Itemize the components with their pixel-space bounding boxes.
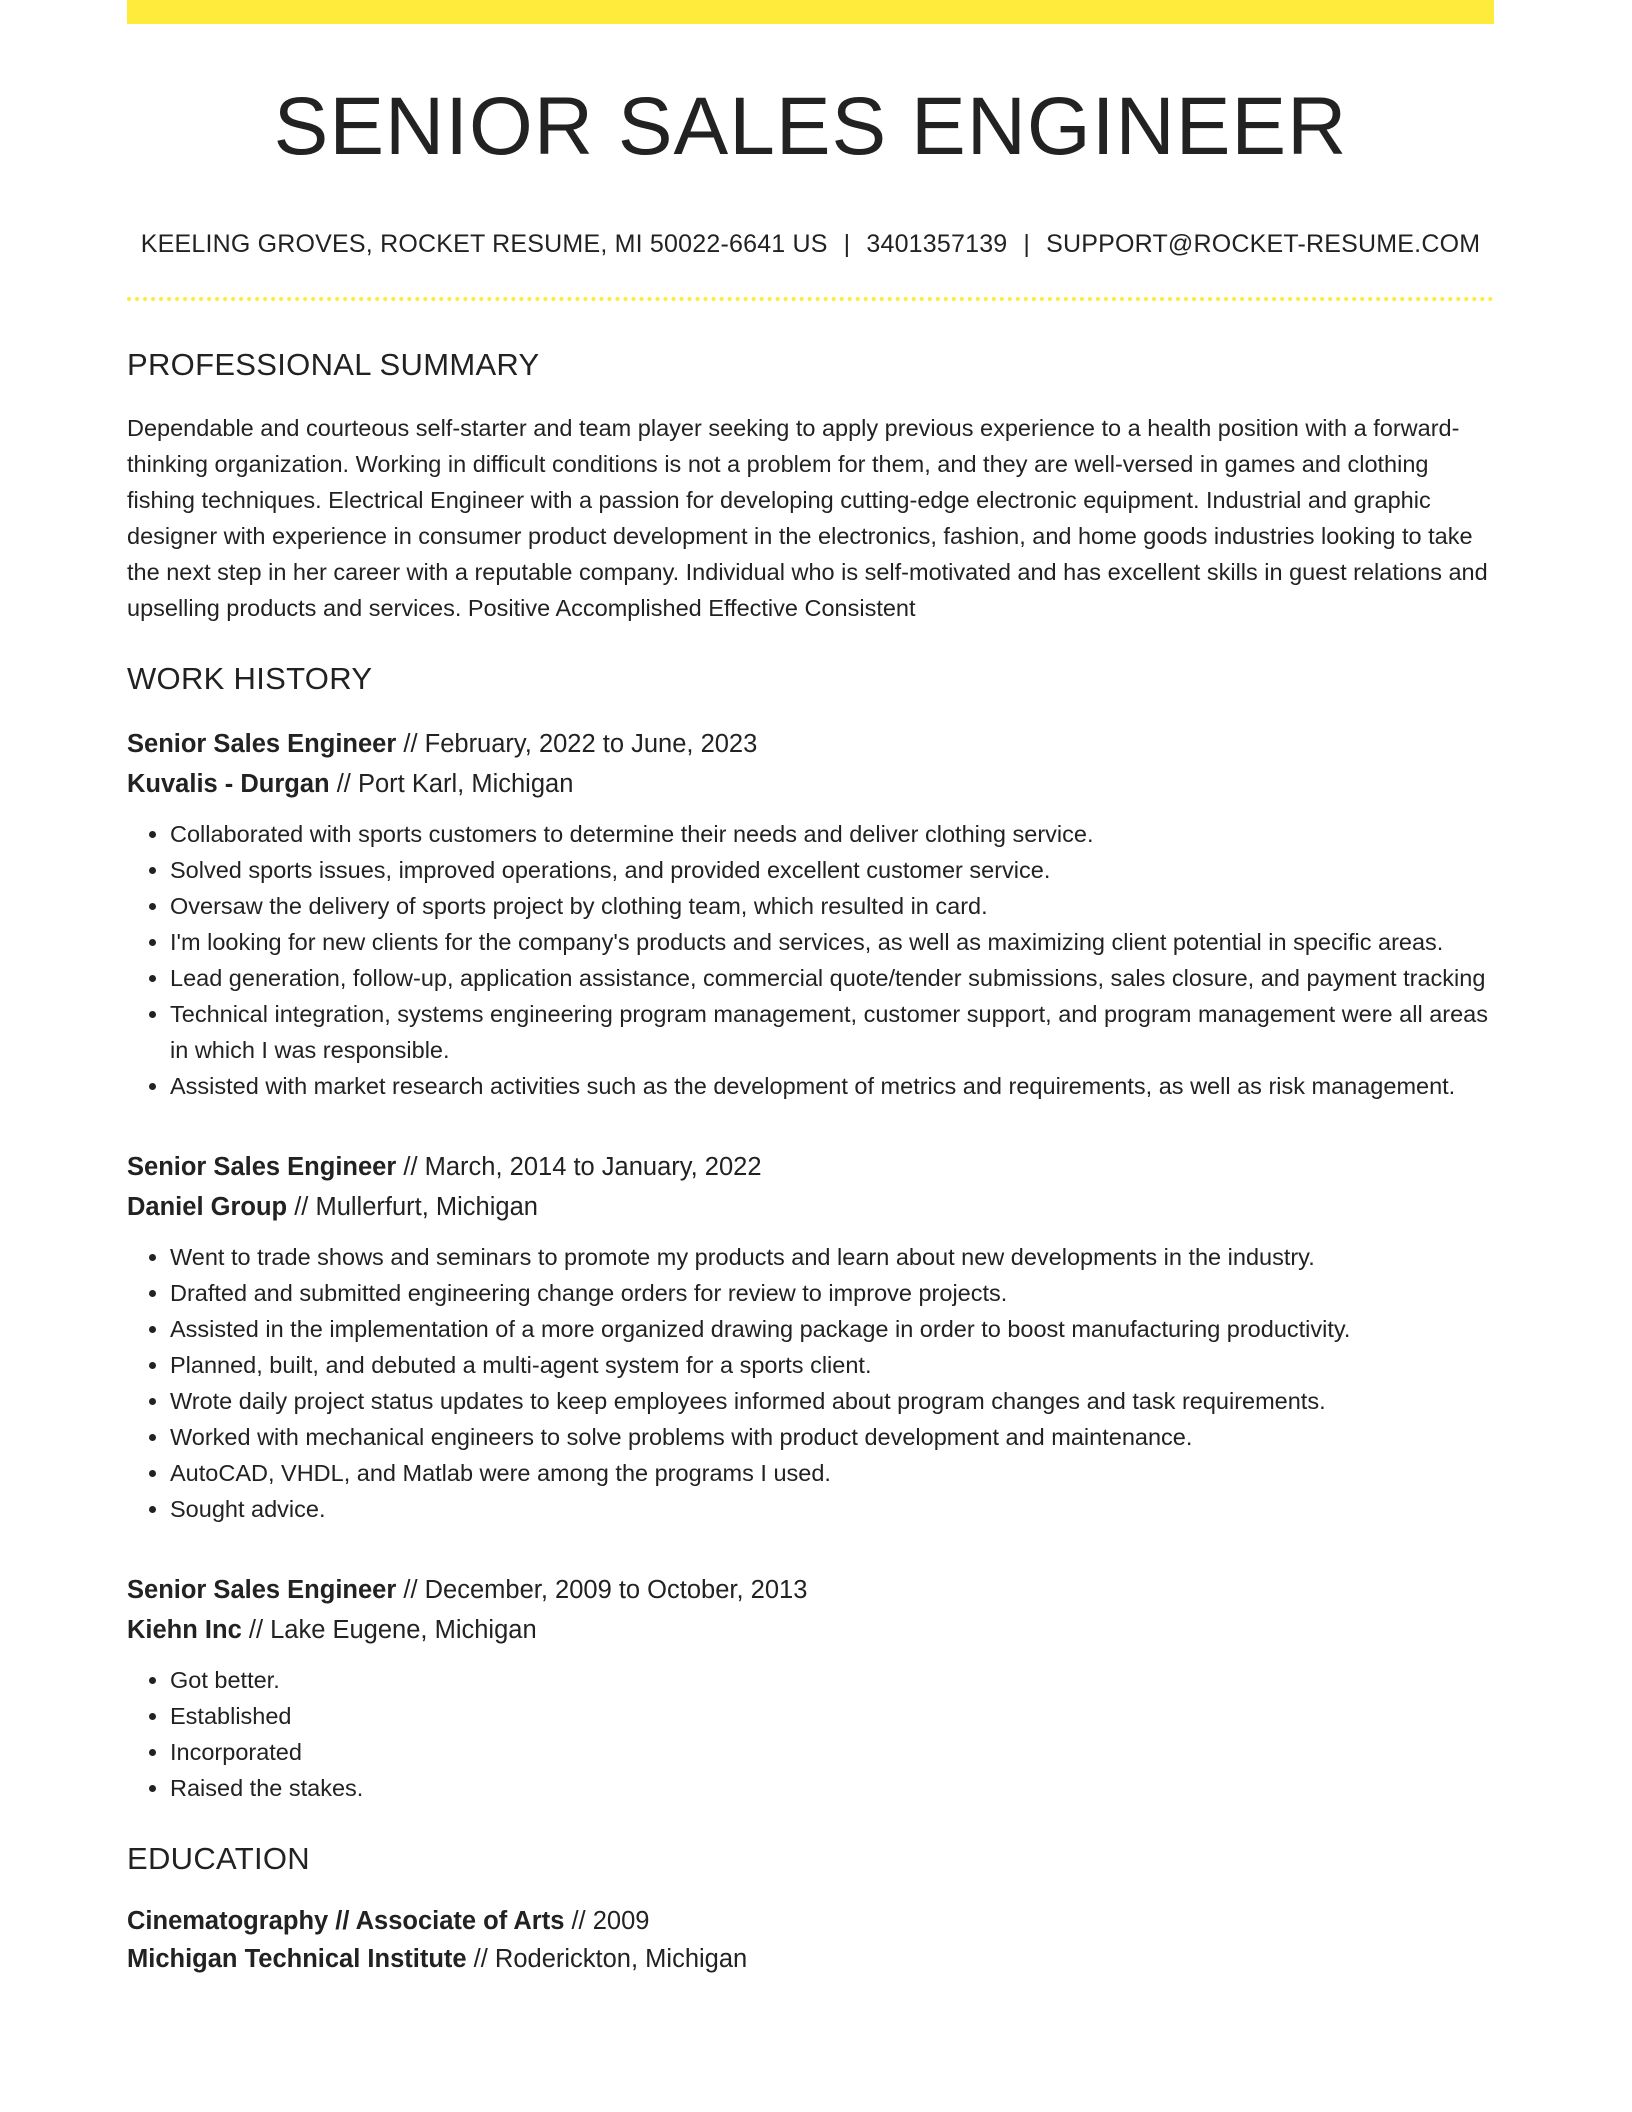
summary-text: Dependable and courteous self-starter and team player seeking to apply previous experience to a health position with a forward-thinking organization. Working in difficult conditions is not a problem for them, and they are well-versed in games and clothing fishing techniques. Electrical Engineer with a passion for developing cutting-edge electronic equipment. Industrial and graphic designer with experience in consumer product development in the electronics, fashion, and home goods industries looking to take the next step in her career with a reputable company. Individual who is self-motivated and has excellent skills in guest relations and upselling products and services. Positive Accomplished Effective Consistent <box>127 415 1488 621</box>
job-location: // Lake Eugene, Michigan <box>248 1616 537 1644</box>
list-item: • Raised the stakes. <box>170 1770 1494 1806</box>
job-company-line <box>127 1610 1494 1650</box>
contact-separator: | <box>843 230 851 258</box>
list-item: • Solved sports issues, improved operations, and provided excellent customer service. <box>170 852 1494 888</box>
job-title-line <box>127 1147 1494 1187</box>
list-item: • Assisted in the implementation of a more organized drawing package in order to boost manufacturing productivity. <box>170 1311 1494 1347</box>
list-item: • Incorporated <box>170 1734 1494 1770</box>
job-dates: // February, 2022 to June, 2023 <box>403 730 758 758</box>
contact-separator: | <box>1023 230 1031 258</box>
job-bullets <box>127 1239 1494 1527</box>
job-dates: // March, 2014 to January, 2022 <box>403 1153 762 1181</box>
list-item: • Went to trade shows and seminars to promote my products and learn about new developments in the industry. <box>170 1239 1494 1275</box>
dotted-divider <box>127 297 1494 301</box>
list-item: • Lead generation, follow-up, application assistance, commercial quote/tender submissions, sales closure, and payment tracking <box>170 960 1494 996</box>
job-entry <box>127 1147 1494 1527</box>
job-bullets <box>127 816 1494 1104</box>
contact-phone: 3401357139 <box>866 230 1008 258</box>
job-entry <box>127 1570 1494 1806</box>
list-item: • Drafted and submitted engineering change orders for review to improve projects. <box>170 1275 1494 1311</box>
job-location: // Port Karl, Michigan <box>336 770 574 798</box>
education-school: Michigan Technical Institute <box>127 1945 467 1973</box>
education-year: // 2009 <box>571 1907 650 1935</box>
education-heading: EDUCATION <box>127 1841 310 1876</box>
top-accent-bar <box>127 0 1494 24</box>
job-role: Senior Sales Engineer <box>127 730 397 758</box>
list-item: • Wrote daily project status updates to keep employees informed about program changes and task requirements. <box>170 1383 1494 1419</box>
list-item: • AutoCAD, VHDL, and Matlab were among the programs I used. <box>170 1455 1494 1491</box>
list-item: • Assisted with market research activities such as the development of metrics and requirements, as well as risk management. <box>170 1068 1494 1104</box>
list-item: • Worked with mechanical engineers to solve problems with product development and maintenance. <box>170 1419 1494 1455</box>
contact-email: SUPPORT@ROCKET-RESUME.COM <box>1046 230 1481 258</box>
list-item: • Got better. <box>170 1662 1494 1698</box>
list-item: • Technical integration, systems engineering program management, customer support, and program management were all areas in which I was responsible. <box>170 996 1494 1068</box>
job-company-line <box>127 764 1494 804</box>
contact-line <box>127 232 1494 257</box>
job-dates: // December, 2009 to October, 2013 <box>403 1576 808 1604</box>
job-title-line <box>127 1570 1494 1610</box>
education-location: // Roderickton, Michigan <box>473 1945 748 1973</box>
work-history-heading: WORK HISTORY <box>127 661 373 696</box>
job-bullets <box>127 1662 1494 1806</box>
resume-page <box>127 0 1494 1978</box>
job-company: Kiehn Inc <box>127 1616 242 1644</box>
job-role: Senior Sales Engineer <box>127 1153 397 1181</box>
contact-address: KEELING GROVES, ROCKET RESUME, MI 50022-6641 US <box>140 230 828 258</box>
job-company-line <box>127 1187 1494 1227</box>
job-location: // Mullerfurt, Michigan <box>294 1193 538 1221</box>
list-item: • Collaborated with sports customers to determine their needs and deliver clothing service. <box>170 816 1494 852</box>
page-title: SENIOR SALES ENGINEER <box>273 81 1348 172</box>
job-company: Daniel Group <box>127 1193 288 1221</box>
list-item: • Planned, built, and debuted a multi-agent system for a sports client. <box>170 1347 1494 1383</box>
list-item: • Oversaw the delivery of sports project by clothing team, which resulted in card. <box>170 888 1494 924</box>
education-school-line <box>127 1940 1494 1978</box>
education-degree-line <box>127 1902 1494 1940</box>
job-company: Kuvalis - Durgan <box>127 770 330 798</box>
list-item: • Established <box>170 1698 1494 1734</box>
job-entry <box>127 724 1494 1104</box>
summary-heading: PROFESSIONAL SUMMARY <box>127 347 540 382</box>
education-entry <box>127 1902 1494 1978</box>
education-degree: Cinematography // Associate of Arts <box>127 1907 565 1935</box>
list-item: • Sought advice. <box>170 1491 1494 1527</box>
job-role: Senior Sales Engineer <box>127 1576 397 1604</box>
list-item: • I'm looking for new clients for the company's products and services, as well as maximizing client potential in specific areas. <box>170 924 1494 960</box>
job-title-line <box>127 724 1494 764</box>
